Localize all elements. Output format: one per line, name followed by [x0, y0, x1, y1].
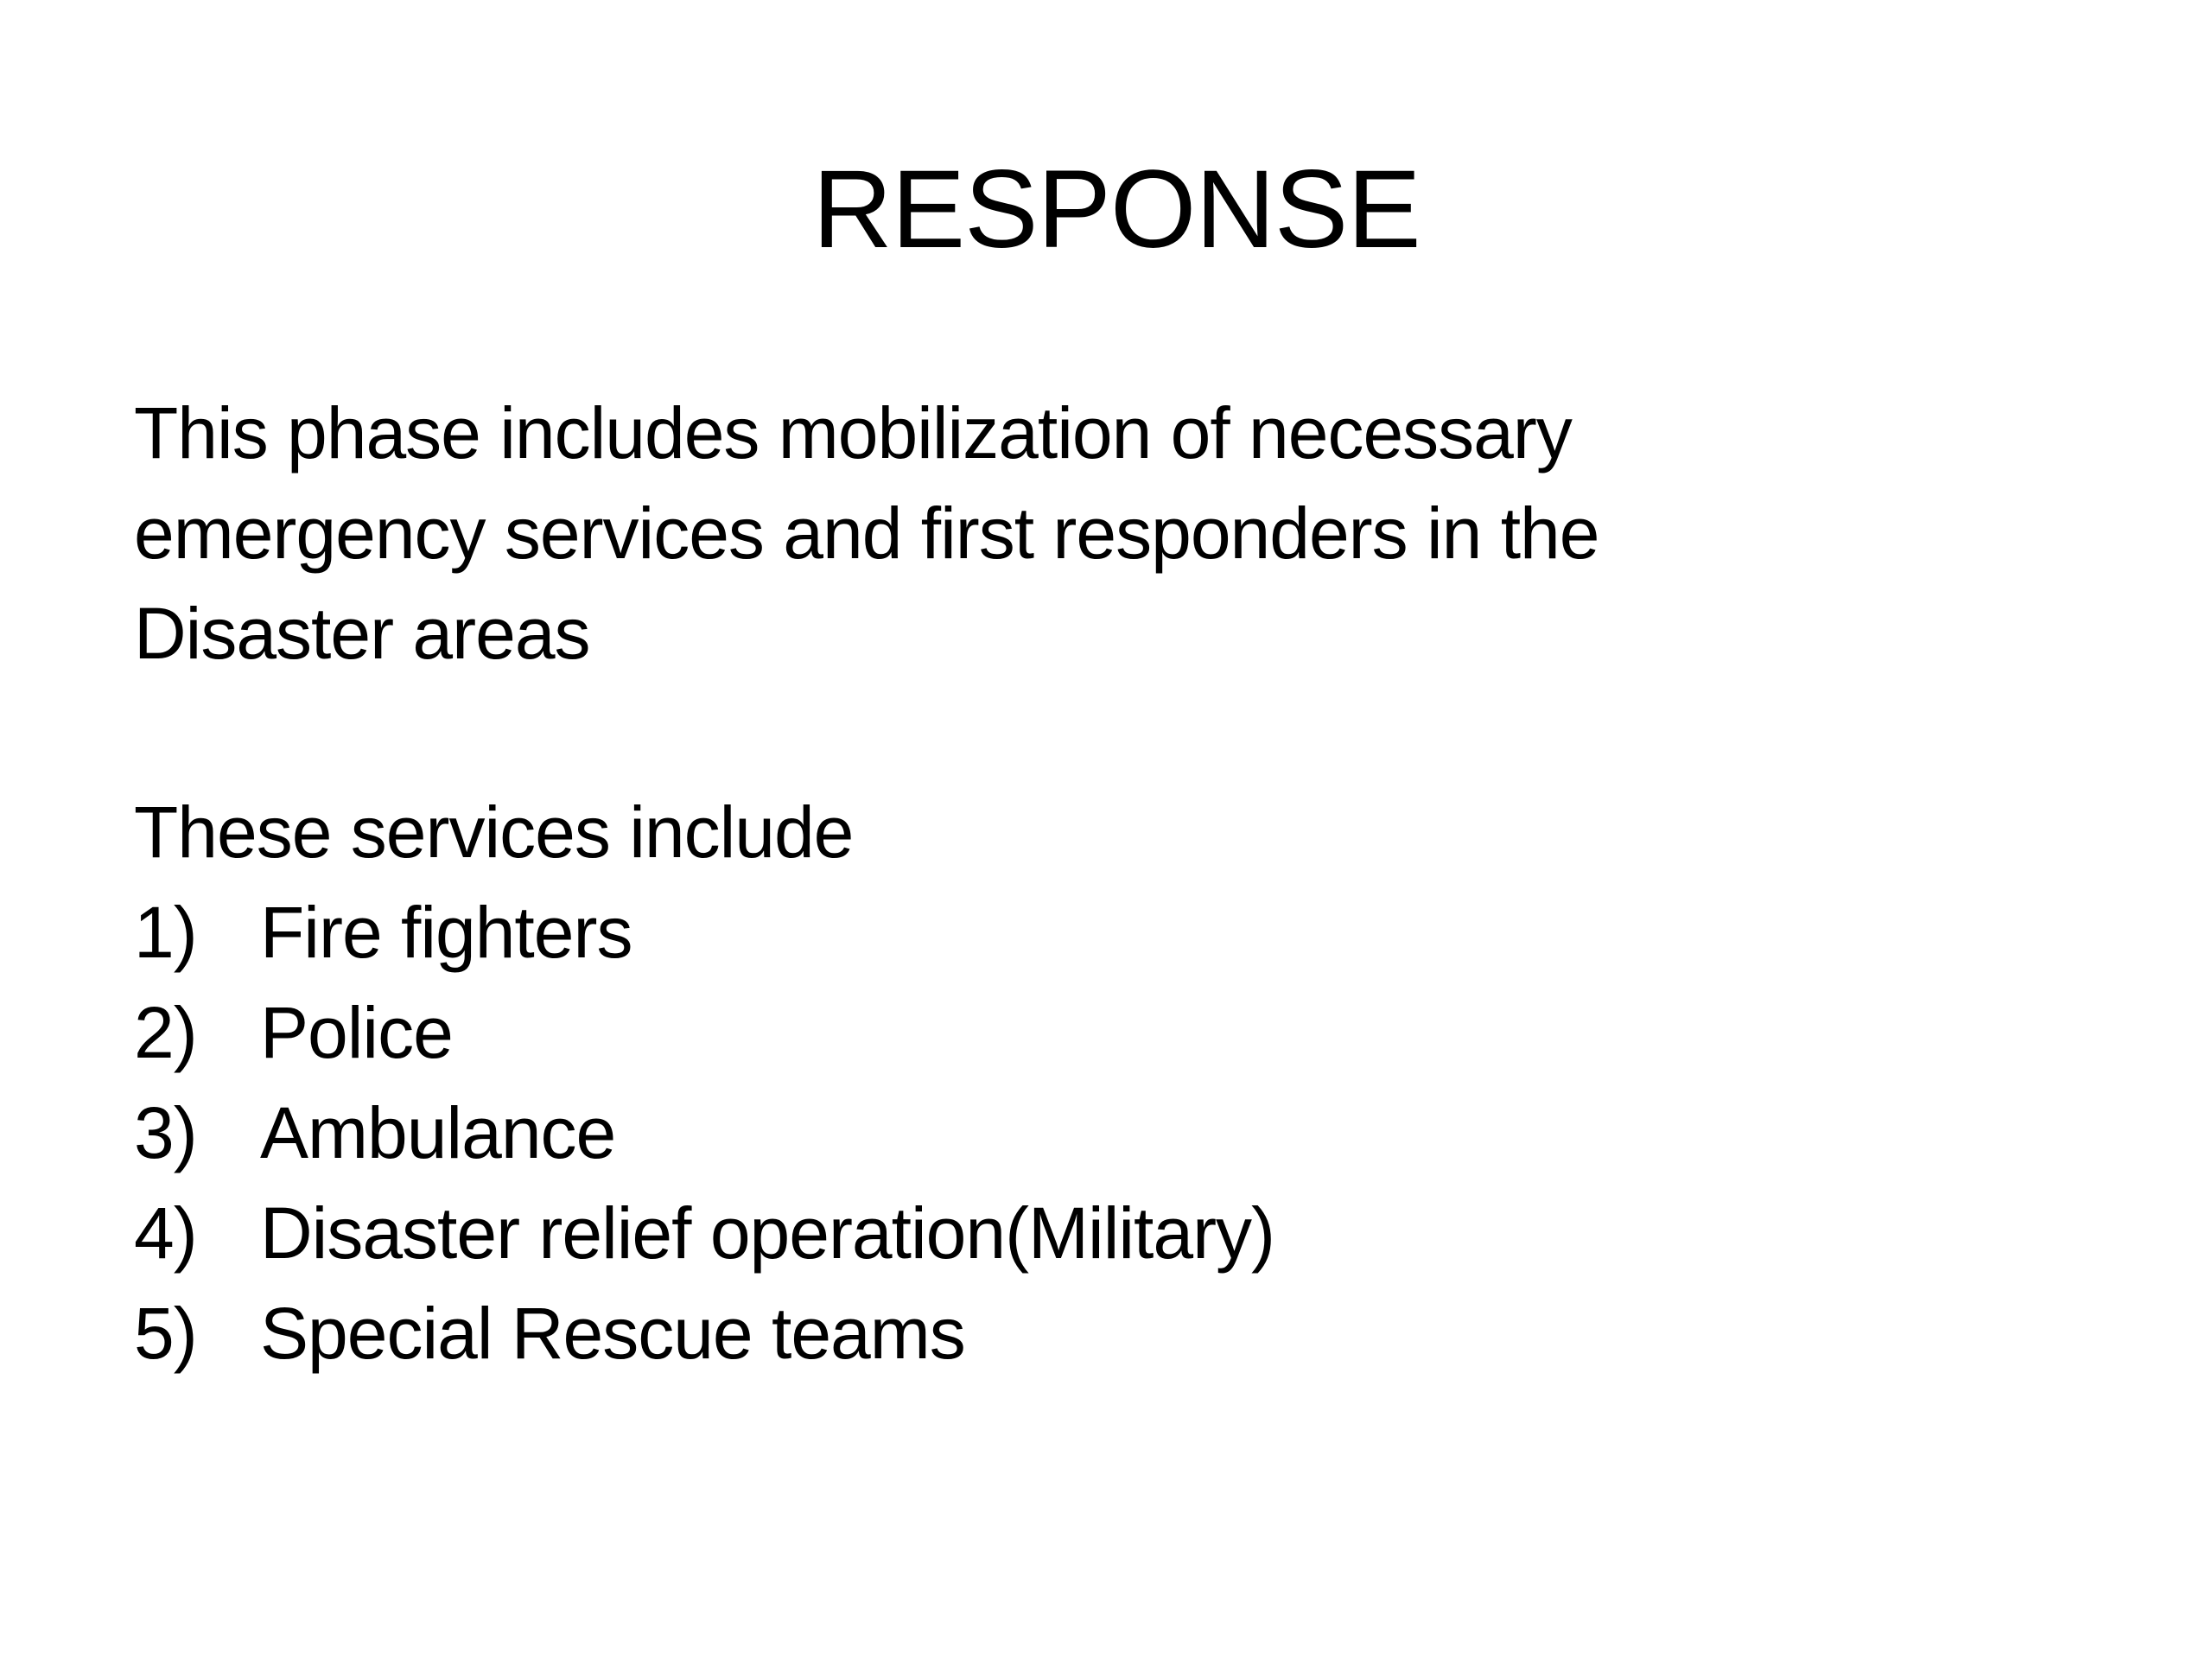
list-item-fire-fighters: [134, 882, 2078, 982]
paragraph-gap: [134, 683, 2078, 782]
list-text: Police: [260, 992, 453, 1073]
paragraph-line-3: Disaster areas: [134, 593, 590, 674]
slide-body: [134, 383, 2078, 1383]
list-item-police: [134, 982, 2078, 1083]
list-number: 1): [134, 892, 197, 973]
list-number: 4): [134, 1192, 197, 1274]
list-text: Disaster relief operation(Military): [260, 1192, 1275, 1274]
paragraph-line-2: emergency services and first responders in the: [134, 493, 1599, 574]
list-text: Fire fighters: [260, 892, 632, 973]
list-number: 5): [134, 1293, 197, 1374]
list-item-special-rescue: [134, 1283, 2078, 1383]
list-number: 2): [134, 992, 197, 1073]
list-number: 3): [134, 1092, 197, 1173]
list-text: Ambulance: [260, 1092, 616, 1173]
slide-title: RESPONSE: [812, 148, 1421, 271]
paragraph-line-1: This phase includes mobilization of necessary: [134, 392, 1572, 474]
list-text: Special Rescue teams: [260, 1293, 965, 1374]
list-intro: These services include: [134, 791, 854, 873]
list-item-ambulance: [134, 1083, 2078, 1183]
list-item-disaster-relief: [134, 1183, 2078, 1283]
